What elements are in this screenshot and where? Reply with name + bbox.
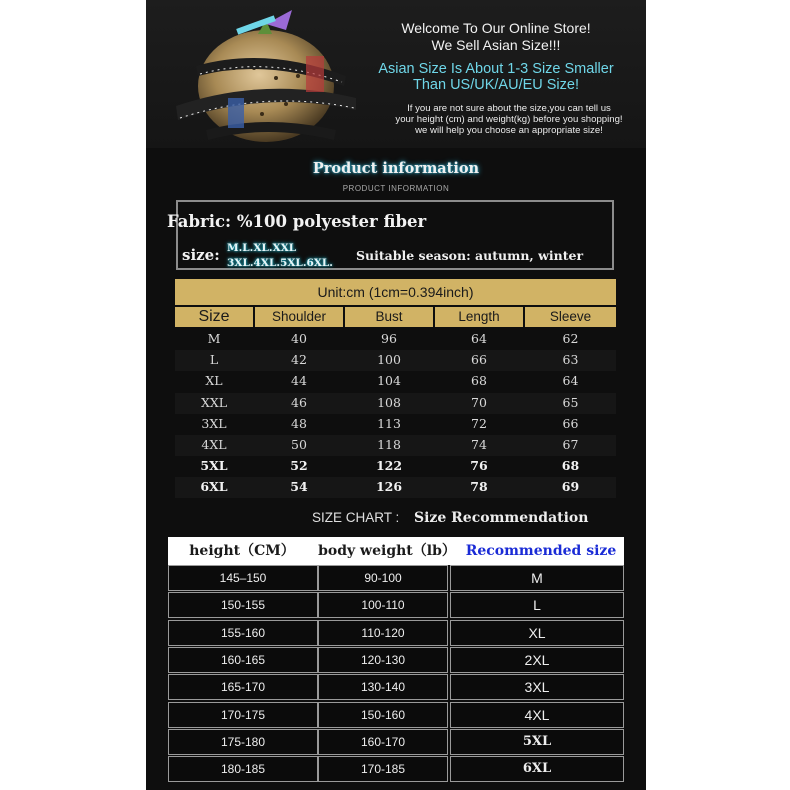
size-table-header <box>175 307 616 327</box>
size-cell: 44 <box>291 373 307 389</box>
rec-weight-cell: 150-160 <box>318 702 448 728</box>
size-cell: 118 <box>377 437 401 452</box>
welcome-line-2: We Sell Asian Size!!! <box>431 37 561 53</box>
size-cell: L <box>209 352 219 368</box>
rec-header-height: height（CM） <box>168 537 316 565</box>
size-cell: 68 <box>471 373 487 389</box>
size-cell: 48 <box>291 415 307 431</box>
size-cell: M <box>207 331 221 346</box>
size-cell: 76 <box>470 458 488 474</box>
product-info-subtitle: PRODUCT INFORMATION <box>342 184 450 193</box>
sizes-line-1: M.L.XL.XXL <box>227 242 297 254</box>
size-cell: 108 <box>377 394 401 410</box>
size-cell: 126 <box>375 479 403 495</box>
asian-size-note-2: Than US/UK/AU/EU Size! <box>413 77 579 93</box>
size-cell: 52 <box>290 458 308 474</box>
rec-weight-cell: 130-140 <box>318 674 448 700</box>
rec-weight-cell: 90-100 <box>318 565 448 591</box>
size-cell: 5XL <box>200 458 228 474</box>
size-cell: 62 <box>562 331 579 346</box>
rec-weight-cell: 170-185 <box>318 756 448 782</box>
size-cell: 46 <box>291 394 307 410</box>
size-cell: 3XL <box>201 415 227 431</box>
unit-bar: Unit:cm (1cm=0.394inch) <box>175 279 616 305</box>
rec-height-cell: 150-155 <box>168 592 318 618</box>
rec-weight-cell: 100-110 <box>318 592 448 618</box>
size-header-size: Size <box>175 307 253 327</box>
size-cell: 40 <box>291 331 307 346</box>
size-cell: 78 <box>470 479 488 495</box>
size-cell: 100 <box>377 352 401 368</box>
rec-height-cell: 165-170 <box>168 674 318 700</box>
fabric-text: Fabric: %100 polyester fiber <box>167 212 427 231</box>
size-cell: 122 <box>375 458 403 474</box>
size-cell: 50 <box>291 437 307 452</box>
measuring-tape-apple-icon <box>166 6 366 146</box>
size-cell: 63 <box>562 352 579 368</box>
size-cell: 4XL <box>201 437 227 452</box>
sizes-line-2: 3XL.4XL.5XL.6XL. <box>227 257 333 269</box>
asian-size-note-1: Asian Size Is About 1-3 Size Smaller <box>378 61 614 77</box>
size-cell: 64 <box>471 331 487 346</box>
rec-size-cell: 4XL <box>450 702 624 728</box>
size-cell: 104 <box>377 373 401 389</box>
help-note-2: your height (cm) and weight(kg) before you shopping! <box>395 114 623 125</box>
size-cell: 6XL <box>200 479 228 495</box>
rec-height-cell: 170-175 <box>168 702 318 728</box>
product-detail-panel <box>146 0 646 790</box>
season-text: Suitable season: autumn, winter <box>356 248 584 263</box>
store-banner <box>146 0 646 148</box>
rec-height-cell: 175-180 <box>168 729 318 755</box>
size-cell: 54 <box>290 479 308 495</box>
size-cell: 72 <box>471 415 487 431</box>
size-cell: 66 <box>471 352 487 368</box>
size-label: size: <box>182 246 220 264</box>
size-cell: 70 <box>471 394 487 410</box>
size-cell: XXL <box>200 394 228 410</box>
size-header-shoulder: Shoulder <box>255 307 343 327</box>
size-cell: XL <box>205 373 223 389</box>
rec-height-cell: 180-185 <box>168 756 318 782</box>
size-chart-subtitle: Size Recommendation <box>414 510 589 526</box>
rec-height-cell: 155-160 <box>168 620 318 646</box>
size-cell: 65 <box>562 394 579 410</box>
welcome-line-1: Welcome To Our Online Store! <box>401 20 591 36</box>
help-note-3: we will help you choose an appropriate size! <box>415 125 603 136</box>
rec-size-cell: 6XL <box>450 756 624 782</box>
rec-size-cell: 3XL <box>450 674 624 700</box>
size-cell: 74 <box>471 437 487 452</box>
size-cell: 42 <box>291 352 307 368</box>
size-cell: 64 <box>562 373 579 389</box>
size-header-bust: Bust <box>345 307 433 327</box>
rec-height-cell: 160-165 <box>168 647 318 673</box>
size-cell: 96 <box>381 331 397 346</box>
size-header-length: Length <box>435 307 523 327</box>
help-note-1: If you are not sure about the size,you can tell us <box>407 103 611 114</box>
rec-height-cell: 145–150 <box>168 565 318 591</box>
size-cell: 68 <box>561 458 580 474</box>
rec-size-cell: L <box>450 592 624 618</box>
product-info-title: Product information <box>312 160 480 177</box>
rec-size-cell: M <box>450 565 624 591</box>
rec-size-cell: 2XL <box>450 647 624 673</box>
rec-header-weight: body weight（lb） <box>316 537 458 565</box>
size-cell: 67 <box>562 437 579 452</box>
rec-size-cell: 5XL <box>450 729 624 755</box>
rec-weight-cell: 120-130 <box>318 647 448 673</box>
rec-size-cell: XL <box>450 620 624 646</box>
size-cell: 113 <box>377 415 401 431</box>
size-header-sleeve: Sleeve <box>525 307 616 327</box>
size-chart-title: SIZE CHART : <box>312 510 400 525</box>
rec-header-size: Recommended size <box>458 537 624 565</box>
recommendation-table <box>168 537 624 784</box>
rec-weight-cell: 160-170 <box>318 729 448 755</box>
size-cell: 69 <box>561 479 580 495</box>
size-cell: 66 <box>562 415 579 431</box>
rec-weight-cell: 110-120 <box>318 620 448 646</box>
